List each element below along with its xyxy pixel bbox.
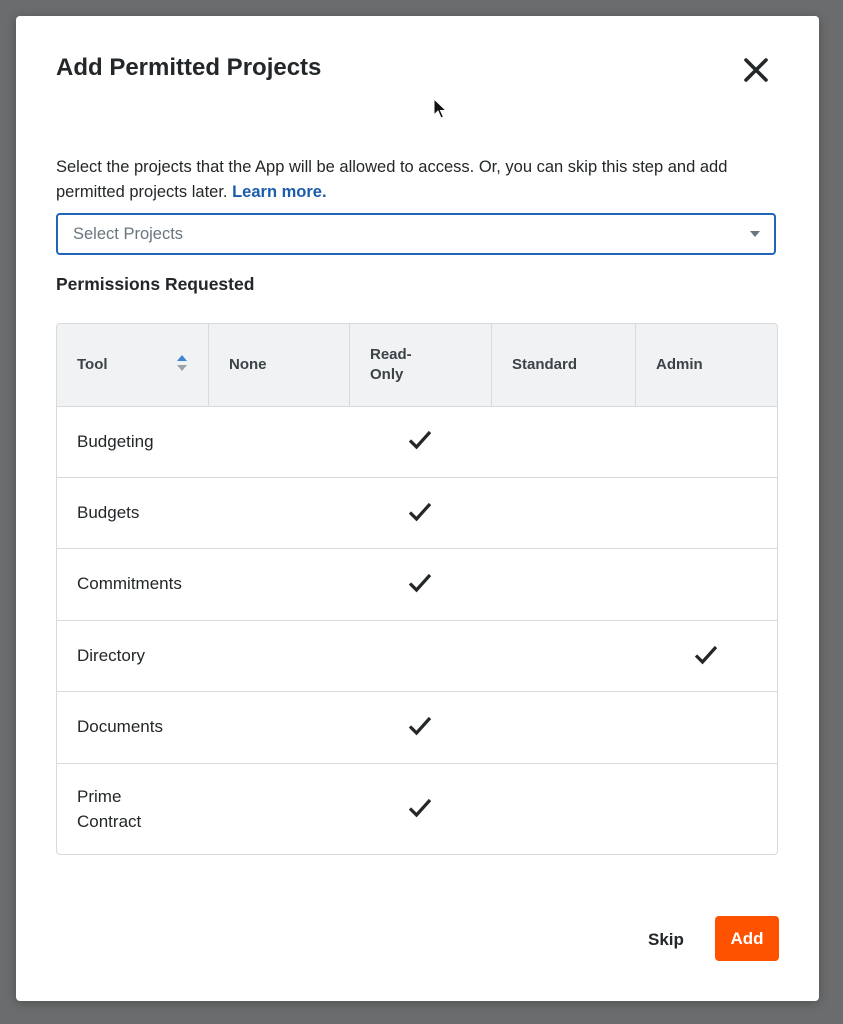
mouse-pointer-icon [433, 98, 447, 120]
checkmark-icon [408, 798, 432, 818]
checkmark-icon [694, 645, 718, 665]
checkmark-icon [408, 573, 432, 593]
tool-name: Documents [77, 717, 163, 736]
checkmark-icon [408, 502, 432, 522]
column-header-read-only-label: Read-Only [370, 346, 412, 383]
column-header-none-label: None [229, 356, 267, 373]
close-icon [740, 54, 772, 86]
tool-name: Budgets [77, 503, 140, 522]
add-permitted-projects-dialog [16, 16, 819, 1001]
tool-name: Budgeting [77, 432, 154, 451]
tool-name: Directory [77, 646, 146, 665]
column-header-tool-label: Tool [77, 356, 108, 373]
table-row [57, 478, 777, 549]
permissions-table [56, 323, 778, 855]
column-header-tool[interactable] [57, 324, 209, 406]
table-row [57, 549, 777, 621]
select-projects-dropdown[interactable] [56, 213, 776, 255]
checkmark-icon [408, 716, 432, 736]
dialog-description [56, 155, 780, 205]
column-header-admin [636, 324, 777, 406]
permissions-requested-heading: Permissions Requested [56, 274, 255, 294]
select-projects-placeholder: Select Projects [73, 225, 184, 243]
tool-name: Prime Contract [77, 787, 142, 831]
table-header [57, 324, 777, 407]
table-row [57, 406, 777, 478]
close-button[interactable] [740, 54, 772, 86]
skip-button[interactable]: Skip [644, 926, 688, 954]
table-row [57, 764, 777, 854]
table-row [57, 692, 777, 764]
column-header-read-only [350, 324, 492, 406]
column-header-standard [492, 324, 636, 406]
learn-more-link[interactable]: Learn more. [232, 183, 327, 201]
add-button[interactable]: Add [715, 916, 779, 961]
column-header-none [209, 324, 350, 406]
caret-down-icon [750, 231, 760, 237]
column-header-admin-label: Admin [656, 356, 703, 373]
column-header-standard-label: Standard [512, 356, 578, 373]
tool-name: Commitments [77, 574, 182, 593]
sort-icon[interactable] [176, 354, 188, 372]
description-text: Select the projects that the App will be allowed to access. Or, you can skip this step and add permitted projects later. [56, 158, 728, 201]
table-row [57, 621, 777, 692]
dialog-title: Add Permitted Projects [56, 54, 322, 81]
checkmark-icon [408, 430, 432, 450]
